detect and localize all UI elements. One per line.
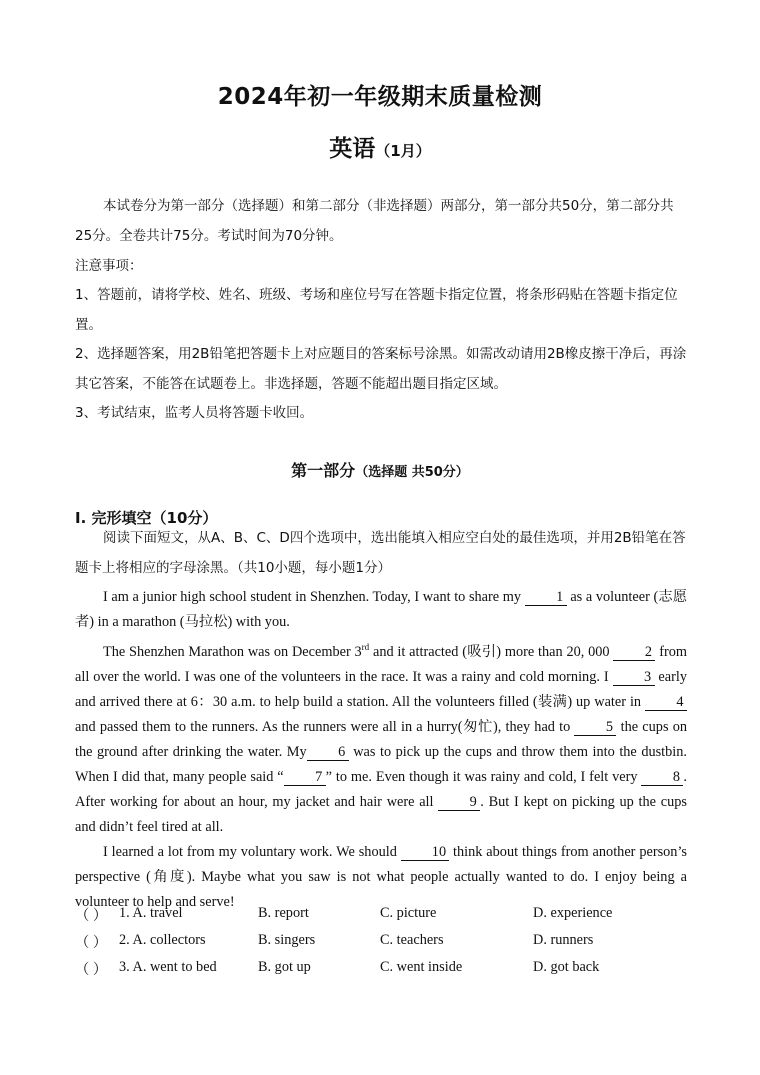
blank-1: 1 bbox=[525, 590, 567, 606]
blank-2: 2 bbox=[613, 645, 655, 661]
option-c: C. went inside bbox=[380, 959, 463, 975]
note-item-3: 3、考试结束，监考人员将答题卡收回。 bbox=[75, 405, 314, 421]
option-a: 3. A. went to bed bbox=[119, 959, 217, 975]
blank-6: 6 bbox=[307, 745, 349, 761]
note-item-2: 2、选择题答案，用2B铅笔把答题卡上对应题目的答案标号涂黑。如需改动请用2B橡皮擦干净后，再涂其它答案，不能答在试题卷上。非选择题，答题不能超出题目指定区域。 bbox=[75, 346, 687, 392]
blank-7: 7 bbox=[284, 770, 326, 786]
cloze-passage bbox=[75, 585, 687, 915]
option-c: C. teachers bbox=[380, 932, 444, 948]
option-b: B. got up bbox=[258, 959, 311, 975]
blank-10: 10 bbox=[401, 845, 449, 861]
answer-paren: （ ） bbox=[75, 908, 108, 924]
option-b: B. report bbox=[258, 905, 309, 921]
section-title: 第一部分 bbox=[291, 461, 356, 480]
blank-4: 4 bbox=[645, 695, 687, 711]
blank-5: 5 bbox=[574, 720, 616, 736]
note-item-1: 1、答题前，请将学校、姓名、班级、考场和座位号写在答题卡指定位置，将条形码贴在答题卡指定位置。 bbox=[75, 287, 678, 333]
section-heading bbox=[0, 458, 760, 481]
part-heading: I. 完形填空（10分） bbox=[75, 509, 218, 527]
question-row-1 bbox=[75, 905, 715, 932]
option-d: D. runners bbox=[533, 932, 594, 948]
answer-paren: （ ） bbox=[75, 962, 108, 978]
option-a: 1. A. travel bbox=[119, 905, 183, 921]
passage-paragraph-2: The Shenzhen Marathon was on December 3rd and it attracted (吸引) more than 20, 000 2 from all over the world. I was one of the volunteers in the race. It was a rainy and cold morning. I 3 early and arrived there at 6：30 a.m. to help build a station. All the volunteers filled (装满) up water in 4 and passed them to the runners. As the runners were all in a hurry(匆忙), they had to 5 the cups on the ground after drinking the water. My 6 was to pick up the cups and throw them into the dustbin. When I did that, many people said “ 7 ” to me. Even though it was rainy and cold, I felt very 8 . After working for about an hour, my jacket and hair were all 9 . But I kept on picking up the cups and didn’t feel tired at all. bbox=[75, 642, 688, 835]
option-a: 2. A. collectors bbox=[119, 932, 206, 948]
notes-label: 注意事项： bbox=[75, 258, 143, 274]
subject-note: （1月） bbox=[375, 142, 431, 160]
exam-title: 2024年初一年级期末质量检测 bbox=[217, 84, 543, 110]
blank-9: 9 bbox=[438, 795, 480, 811]
part-instructions: 阅读下面短文，从A、B、C、D四个选项中，选出能填入相应空白处的最佳选项，并用2B铅笔在答题卡上将相应的字母涂黑。（共10小题，每小题1分） bbox=[75, 530, 686, 576]
question-row-3 bbox=[75, 959, 715, 986]
option-b: B. singers bbox=[258, 932, 316, 948]
intro-paragraph: 本试卷分为第一部分（选择题）和第二部分（非选择题）两部分，第一部分共50分，第二部分共25分。全卷共计75分。考试时间为70分钟。 bbox=[75, 198, 674, 244]
subject-name: 英语 bbox=[329, 136, 376, 162]
subject-title bbox=[0, 130, 760, 163]
question-options bbox=[75, 905, 715, 986]
section-note: （选择题 共50分） bbox=[355, 465, 469, 480]
option-d: D. experience bbox=[533, 905, 613, 921]
passage-paragraph-1: I am a junior high school student in Shenzhen. Today, I want to share my 1 as a volunteer (志愿者) in a marathon (马拉松) with you. bbox=[75, 589, 687, 630]
answer-paren: （ ） bbox=[75, 935, 108, 951]
option-d: D. got back bbox=[533, 959, 600, 975]
option-c: C. picture bbox=[380, 905, 437, 921]
blank-8: 8 bbox=[641, 770, 683, 786]
passage-paragraph-3: I learned a lot from my voluntary work. We should 10 think about things from another person’s perspective (角度). Maybe what you saw is not what people actually wanted to do. I enjoy being a volunteer to help and serve! bbox=[75, 843, 687, 910]
blank-3: 3 bbox=[613, 670, 655, 686]
question-row-2 bbox=[75, 932, 715, 959]
